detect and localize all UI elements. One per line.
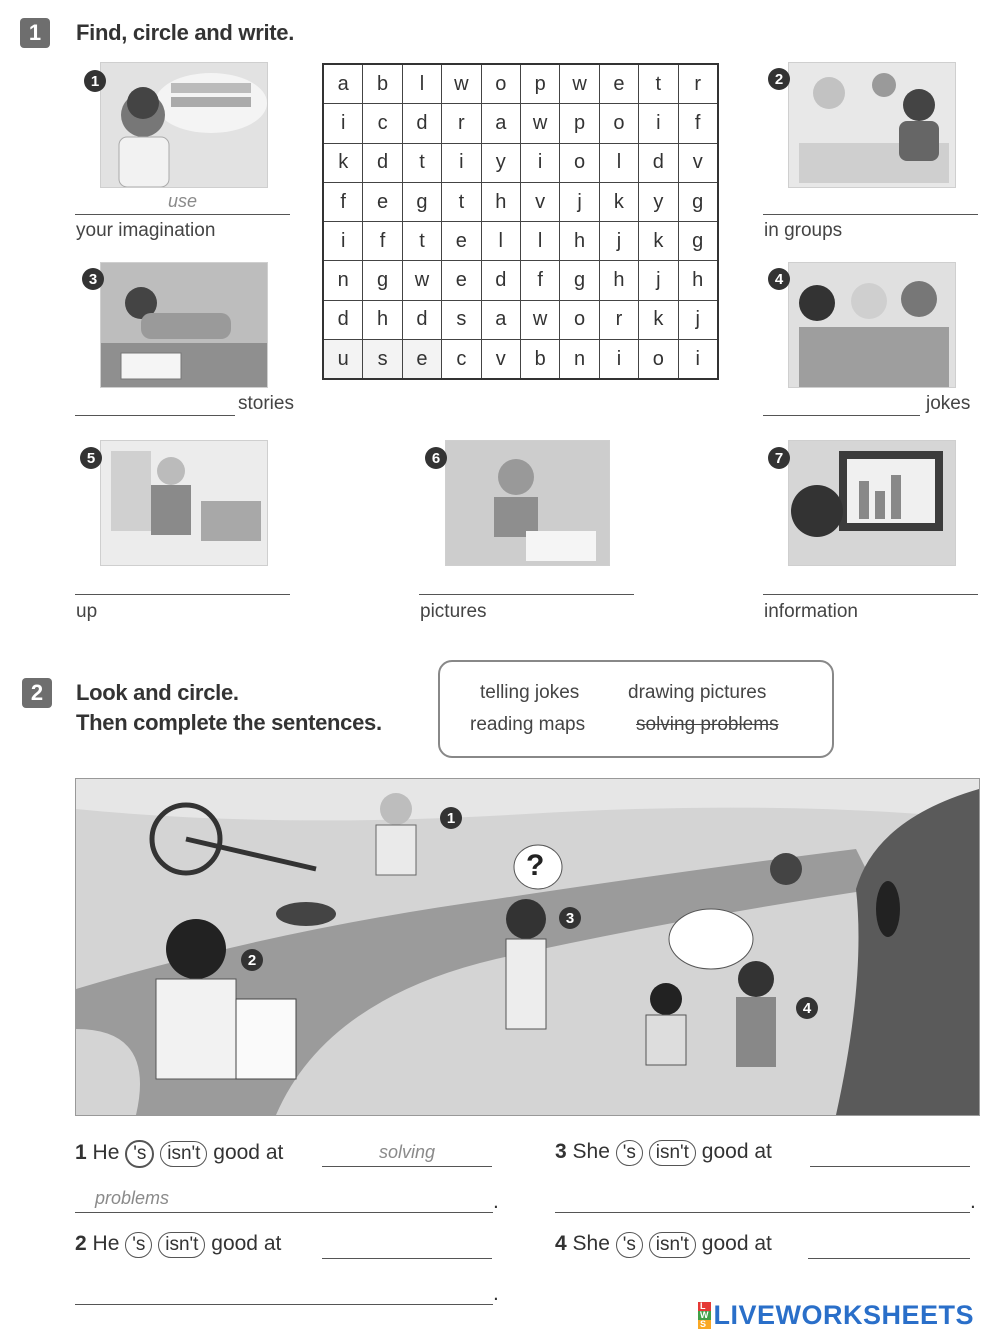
exercise-1-title: Find, circle and write. — [76, 20, 295, 45]
grid-cell[interactable]: l — [520, 222, 559, 261]
grid-cell[interactable]: b — [520, 340, 559, 380]
sentence-2-option-is[interactable]: 's — [125, 1232, 152, 1258]
exercise-2-title-line2: Then complete the sentences. — [76, 710, 382, 735]
grid-cell[interactable]: y — [639, 182, 678, 221]
grid-row — [323, 143, 718, 182]
grid-cell[interactable]: h — [560, 222, 599, 261]
logo-letter-l: L — [698, 1302, 711, 1311]
grid-cell[interactable]: t — [402, 143, 441, 182]
sentence-1-period: . — [493, 1190, 499, 1213]
sentence-1 — [75, 1140, 283, 1168]
grid-cell[interactable]: v — [520, 182, 559, 221]
grid-cell[interactable]: f — [678, 104, 718, 143]
grid-cell[interactable]: a — [481, 300, 520, 339]
grid-cell[interactable]: d — [639, 143, 678, 182]
picture-tidying-up — [100, 440, 268, 566]
sentence-3-subject: She — [572, 1140, 610, 1163]
exercise-2-title-line1: Look and circle. — [76, 680, 239, 705]
sentence-4-answer-line[interactable] — [808, 1234, 970, 1259]
grid-cell[interactable]: k — [639, 222, 678, 261]
grid-cell[interactable]: t — [639, 64, 678, 104]
grid-cell[interactable]: j — [639, 261, 678, 300]
grid-cell[interactable]: a — [323, 64, 363, 104]
item-3-phrase: stories — [238, 393, 294, 414]
picture-telling-jokes — [788, 262, 956, 388]
item-7-phrase: information — [764, 601, 858, 622]
word-reading-maps: reading maps — [470, 714, 586, 735]
grid-cell[interactable]: j — [560, 182, 599, 221]
scene-label-2: 2 — [241, 949, 263, 971]
item-7-answer-line[interactable] — [763, 572, 978, 595]
grid-cell[interactable]: e — [363, 182, 402, 221]
grid-cell[interactable]: k — [599, 182, 638, 221]
grid-cell[interactable]: i — [442, 143, 481, 182]
item-5-phrase: up — [76, 601, 98, 622]
sentence-1-option-isnt[interactable]: isn't — [160, 1141, 207, 1167]
grid-cell[interactable]: o — [560, 300, 599, 339]
sentence-1-text: good at — [213, 1141, 284, 1164]
grid-cell[interactable]: i — [520, 143, 559, 182]
grid-cell[interactable]: p — [520, 64, 559, 104]
grid-cell[interactable]: w — [520, 104, 559, 143]
grid-cell[interactable]: w — [560, 64, 599, 104]
picture-drawing-pictures — [445, 440, 610, 566]
grid-cell[interactable]: w — [402, 261, 441, 300]
grid-cell[interactable]: d — [402, 300, 441, 339]
item-2-badge: 2 — [768, 68, 790, 90]
exercise-1-number: 1 — [20, 18, 50, 48]
grid-cell[interactable]: e — [442, 261, 481, 300]
grid-cell[interactable]: i — [323, 222, 363, 261]
grid-cell[interactable]: j — [599, 222, 638, 261]
grid-cell[interactable]: g — [363, 261, 402, 300]
grid-cell[interactable]: o — [639, 340, 678, 380]
grid-cell[interactable]: t — [442, 182, 481, 221]
grid-cell[interactable]: s — [363, 340, 402, 380]
item-3-answer-line[interactable] — [75, 393, 235, 416]
grid-cell[interactable]: r — [599, 300, 638, 339]
grid-cell[interactable]: i — [599, 340, 638, 380]
logo-mark-icon — [698, 1302, 711, 1329]
grid-cell[interactable]: c — [363, 104, 402, 143]
grid-cell[interactable]: d — [323, 300, 363, 339]
grid-cell[interactable]: h — [599, 261, 638, 300]
item-1-phrase: your imagination — [76, 220, 216, 241]
item-2-answer-line[interactable] — [763, 192, 978, 215]
picture-writing-stories — [100, 262, 268, 388]
grid-cell[interactable]: h — [678, 261, 718, 300]
grid-cell[interactable]: g — [560, 261, 599, 300]
item-1-answer: use — [167, 191, 198, 211]
item-7-badge: 7 — [768, 447, 790, 469]
item-1-badge: 1 — [84, 70, 106, 92]
grid-cell[interactable]: g — [402, 182, 441, 221]
sentence-4-option-isnt[interactable]: isn't — [649, 1232, 696, 1258]
sentence-1-answer-1: solving — [378, 1142, 436, 1162]
sentence-4 — [555, 1232, 772, 1258]
scene-label-1: 1 — [440, 807, 462, 829]
grid-cell[interactable]: k — [639, 300, 678, 339]
item-6-phrase: pictures — [420, 601, 487, 622]
sentence-1-answer-line-2[interactable] — [75, 1188, 493, 1213]
sentence-2-text: good at — [211, 1232, 282, 1255]
park-scene-illustration — [76, 779, 979, 1115]
sentence-4-option-is[interactable]: 's — [616, 1232, 643, 1258]
sentence-2-subject: He — [92, 1232, 120, 1255]
sentence-4-text: good at — [701, 1232, 772, 1255]
question-mark: ? — [526, 849, 545, 882]
item-6-badge: 6 — [425, 447, 447, 469]
item-4-badge: 4 — [768, 268, 790, 290]
scene-label-3: 3 — [559, 907, 581, 929]
grid-cell[interactable]: i — [639, 104, 678, 143]
sentence-2-answer-line[interactable] — [322, 1234, 492, 1259]
item-1-answer-line[interactable] — [75, 190, 290, 215]
grid-cell[interactable]: e — [599, 64, 638, 104]
liveworksheets-logo — [698, 1300, 974, 1331]
grid-cell[interactable]: r — [442, 104, 481, 143]
grid-row — [323, 222, 718, 261]
grid-cell[interactable]: v — [678, 143, 718, 182]
sentence-2 — [75, 1232, 281, 1258]
grid-cell[interactable]: e — [402, 340, 441, 380]
grid-cell[interactable]: h — [481, 182, 520, 221]
grid-cell[interactable]: v — [481, 340, 520, 380]
grid-cell[interactable]: w — [442, 64, 481, 104]
logo-text: LIVEWORKSHEETS — [713, 1300, 975, 1330]
grid-cell[interactable]: j — [678, 300, 718, 339]
grid-cell[interactable]: l — [402, 64, 441, 104]
grid-cell[interactable]: k — [323, 143, 363, 182]
item-6-answer-line[interactable] — [419, 572, 634, 595]
grid-cell[interactable]: p — [560, 104, 599, 143]
item-3-badge: 3 — [82, 268, 104, 290]
grid-row — [323, 340, 718, 380]
scene-label-4: 4 — [796, 997, 818, 1019]
grid-row — [323, 104, 718, 143]
grid-cell[interactable]: d — [363, 143, 402, 182]
grid-cell[interactable]: o — [560, 143, 599, 182]
grid-cell[interactable]: h — [363, 300, 402, 339]
sentence-2-option-isnt[interactable]: isn't — [158, 1232, 205, 1258]
sentence-3-option-isnt[interactable]: isn't — [649, 1140, 696, 1166]
item-2-phrase: in groups — [764, 220, 843, 241]
grid-cell[interactable]: a — [481, 104, 520, 143]
grid-cell[interactable]: b — [363, 64, 402, 104]
grid-cell[interactable]: s — [442, 300, 481, 339]
sentence-3-period: . — [970, 1190, 976, 1213]
sentence-2-period: . — [493, 1282, 499, 1305]
item-5-badge: 5 — [80, 447, 102, 469]
grid-cell[interactable]: t — [402, 222, 441, 261]
grid-cell[interactable]: i — [323, 104, 363, 143]
word-telling-jokes: telling jokes — [480, 682, 580, 703]
sentence-3-answer-line[interactable] — [810, 1142, 970, 1167]
sentence-3-text: good at — [701, 1140, 772, 1163]
grid-cell[interactable]: f — [323, 182, 363, 221]
picture-finding-information — [788, 440, 956, 566]
sentence-3-answer-line-2[interactable] — [555, 1188, 970, 1213]
grid-row — [323, 300, 718, 339]
sentence-3-option-is[interactable]: 's — [616, 1140, 643, 1166]
sentence-1-answer-2: problems — [95, 1188, 170, 1208]
picture-imagination — [100, 62, 268, 188]
grid-row — [323, 64, 718, 104]
word-solving-problems: solving problems — [636, 714, 779, 735]
sentence-3-number: 3 — [555, 1140, 567, 1163]
word-box — [438, 660, 834, 758]
sentence-4-number: 4 — [555, 1232, 567, 1255]
sentence-1-answer-line[interactable] — [322, 1142, 492, 1167]
grid-cell[interactable]: g — [678, 222, 718, 261]
logo-letter-w: W — [700, 1310, 709, 1320]
grid-cell[interactable]: f — [520, 261, 559, 300]
sentence-1-option-is[interactable]: 's — [125, 1140, 154, 1168]
grid-cell[interactable]: o — [599, 104, 638, 143]
grid-cell[interactable]: l — [599, 143, 638, 182]
sentence-1-number: 1 — [75, 1141, 87, 1164]
grid-cell[interactable]: c — [442, 340, 481, 380]
word-drawing-pictures: drawing pictures — [628, 682, 767, 703]
grid-cell[interactable]: n — [323, 261, 363, 300]
grid-cell[interactable]: r — [678, 64, 718, 104]
grid-cell[interactable]: l — [481, 222, 520, 261]
sentence-4-subject: She — [572, 1232, 610, 1255]
grid-cell[interactable]: g — [678, 182, 718, 221]
sentence-2-answer-line-2[interactable] — [75, 1280, 493, 1305]
grid-cell[interactable]: e — [442, 222, 481, 261]
sentence-2-number: 2 — [75, 1232, 87, 1255]
grid-cell[interactable]: i — [678, 340, 718, 380]
grid-cell[interactable]: n — [560, 340, 599, 380]
grid-cell[interactable]: d — [481, 261, 520, 300]
item-5-answer-line[interactable] — [75, 572, 290, 595]
sentence-3 — [555, 1140, 772, 1166]
grid-cell[interactable]: d — [402, 104, 441, 143]
item-4-phrase: jokes — [926, 393, 971, 414]
park-scene — [75, 778, 980, 1116]
grid-cell[interactable]: u — [323, 340, 363, 380]
item-4-answer-line[interactable] — [763, 393, 920, 416]
grid-cell[interactable]: w — [520, 300, 559, 339]
grid-cell[interactable]: y — [481, 143, 520, 182]
grid-row — [323, 261, 718, 300]
logo-letter-s: S — [698, 1320, 711, 1329]
word-search-grid — [322, 63, 719, 380]
grid-row — [323, 182, 718, 221]
grid-cell[interactable]: f — [363, 222, 402, 261]
grid-cell[interactable]: o — [481, 64, 520, 104]
sentence-1-subject: He — [92, 1141, 120, 1164]
exercise-2-number: 2 — [22, 678, 52, 708]
picture-working-in-groups — [788, 62, 956, 188]
